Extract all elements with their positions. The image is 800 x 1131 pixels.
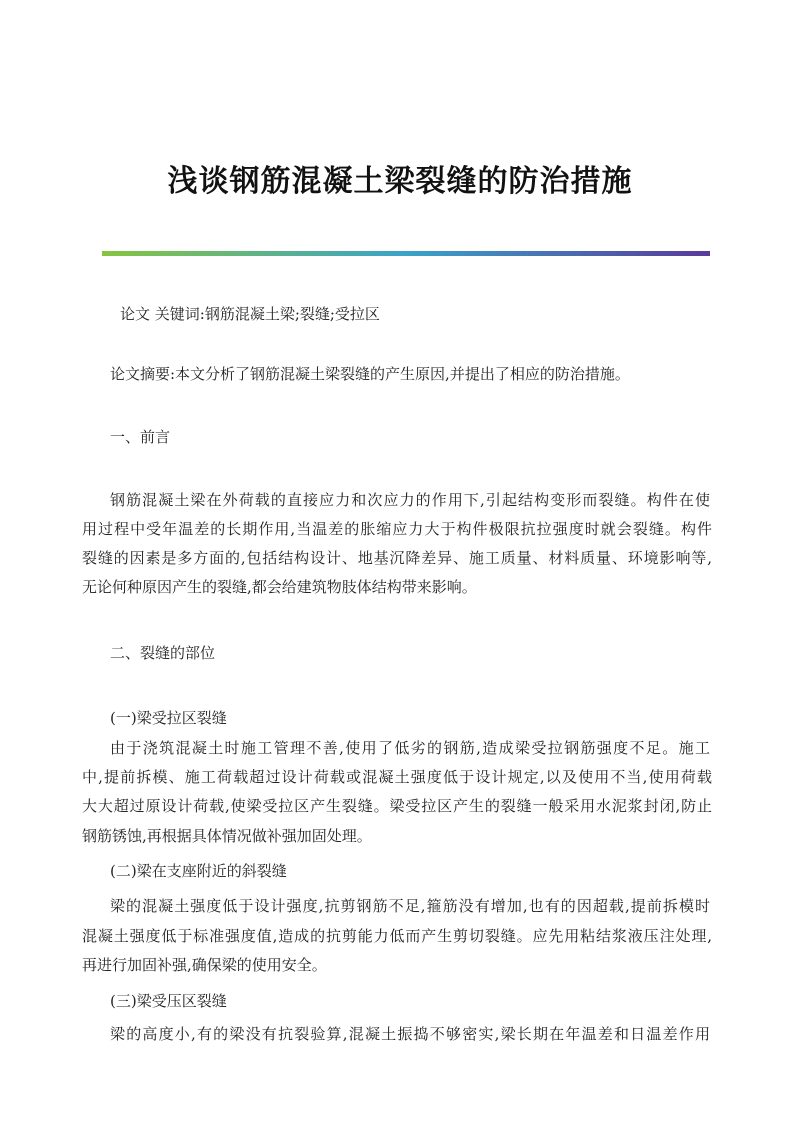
- section1-line-2: 用过程中受年温差的长期作用,当温差的胀缩应力大于构件极限抗拉强度时就会裂缝。构件: [82, 520, 712, 538]
- section2-heading: 二、裂缝的部位: [110, 644, 216, 662]
- title-divider: [102, 251, 710, 256]
- sub1-line-1: 由于浇筑混凝土时施工管理不善,使用了低劣的钢筋,造成梁受拉钢筋强度不足。施工: [110, 739, 710, 757]
- sub1-heading: (一)梁受拉区裂缝: [110, 709, 227, 727]
- sub2-line-2: 混凝土强度低于标准强度值,造成的抗剪能力低而产生剪切裂缝。应先用粘结浆液压注处理,: [82, 927, 712, 945]
- sub1-line-4: 钢筋锈蚀,再根据具体情况做补强加固处理。: [82, 827, 372, 845]
- sub1-line-2: 中,提前拆模、施工荷载超过设计荷载或混凝土强度低于设计规定,以及使用不当,使用荷载: [82, 768, 712, 786]
- section1-line-4: 无论何种原因产生的裂缝,都会给建筑物肢体结构带来影响。: [82, 578, 477, 596]
- section1-line-3: 裂缝的因素是多方面的,包括结构设计、地基沉降差异、施工质量、材料质量、环境影响等,: [82, 549, 712, 567]
- document-title: 浅谈钢筋混凝土梁裂缝的防治措施: [167, 164, 633, 199]
- abstract-line: 论文摘要:本文分析了钢筋混凝土梁裂缝的产生原因,并提出了相应的防治措施。: [110, 365, 630, 383]
- sub3-heading: (三)梁受压区裂缝: [110, 992, 227, 1010]
- sub2-heading: (二)梁在支座附近的斜裂缝: [110, 862, 287, 880]
- section1-heading: 一、前言: [110, 428, 171, 446]
- sub1-line-3: 大大超过原设计荷载,使梁受拉区产生裂缝。梁受拉区产生的裂缝一般采用水泥浆封闭,防止: [82, 797, 712, 815]
- keywords-line: 论文 关键词:钢筋混凝土梁;裂缝;受拉区: [120, 305, 380, 323]
- sub2-line-3: 再进行加固补强,确保梁的使用安全。: [82, 956, 327, 974]
- section1-line-1: 钢筋混凝土梁在外荷载的直接应力和次应力的作用下,引起结构变形而裂缝。构件在使: [110, 491, 710, 509]
- sub3-line-1: 梁的高度小,有的梁没有抗裂验算,混凝土振捣不够密实,梁长期在年温差和日温差作用: [110, 1025, 710, 1043]
- sub2-line-1: 梁的混凝土强度低于设计强度,抗剪钢筋不足,箍筋没有增加,也有的因超载,提前拆模时: [110, 897, 710, 915]
